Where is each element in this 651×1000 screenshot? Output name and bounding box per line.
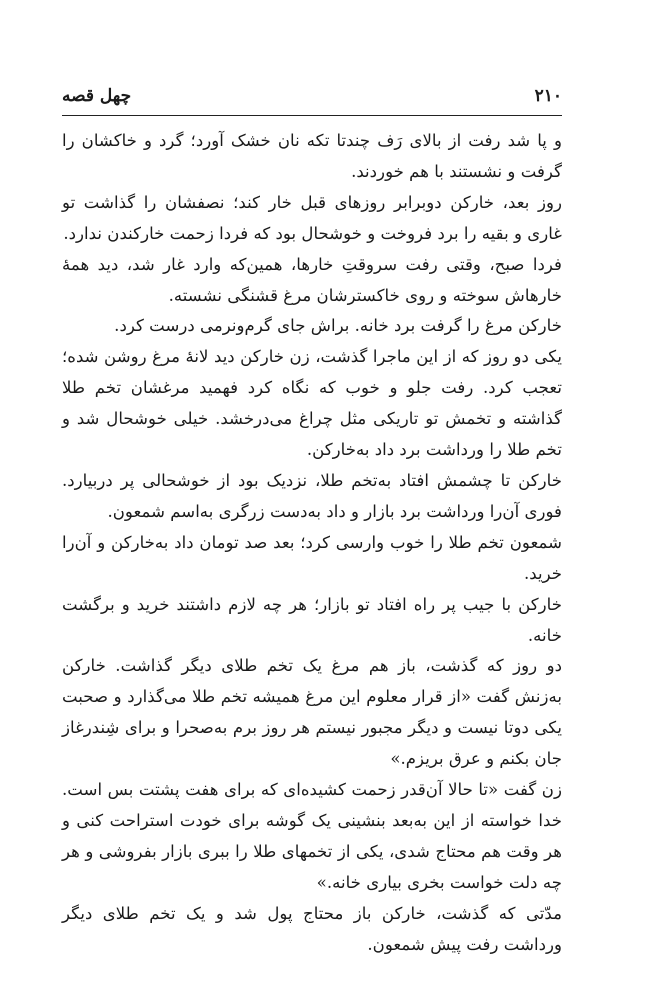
story-text bbox=[62, 126, 562, 960]
page-header bbox=[62, 86, 562, 112]
paragraph: خارکن با جیب پر راه افتاد تو بازار؛ هر چه لازم داشتند خرید و برگشت خانه. bbox=[62, 594, 562, 645]
paragraph: خارکن تا چشمش افتاد به‌تخم طلا، نزدیک بود از خوشحالی پر دربیارد. فوری آن‌را ورداشت برد بازار و داد به‌دست زرگری به‌اسم شمعون. bbox=[62, 470, 562, 521]
paragraph: یکی دو روز که از این ماجرا گذشت، زن خارکن دید لانهٔ مرغ روشن شده؛ تعجب کرد. رفت جلو و خوب که نگاه کرد فهمید مرغشان تخم طلا گذاشته و تخمش تو تاریکی مثل چراغ می‌درخشد. خیلی خوشحال شد و تخم طلا را ورداشت برد داد به‌خارکن. bbox=[62, 347, 562, 460]
paragraph: روز بعد، خارکن دوبرابر روزهای قبل خار کند؛ نصفشان را گذاشت تو غاری و بقیه را برد فروخت و خوشحال بود که فردا زحمت خارکندن ندارد. bbox=[62, 192, 562, 243]
paragraph: دو روز که گذشت، باز هم مرغ یک تخم طلای دیگر گذاشت. خارکن به‌زنش گفت «از قرار معلوم این مرغ همیشه تخم طلا می‌گذارد و صحبت یکی دوتا نیست و دیگر مجبور نیستم هر روز برم به‌صحرا و برای شِندرغاز جان بکنم و عرق بریزم.» bbox=[62, 656, 562, 769]
header-divider bbox=[62, 115, 562, 116]
page-number: ۲۱۰ bbox=[534, 86, 562, 106]
paragraph: شمعون تخم طلا را خوب وارسی کرد؛ بعد صد تومان داد به‌خارکن و آن‌را خرید. bbox=[62, 532, 562, 583]
running-title: چهل قصه bbox=[62, 86, 132, 106]
paragraph: مدّتی که گذشت، خارکن باز محتاج پول شد و یک تخم طلای دیگر ورداشت رفت پیش شمعون. bbox=[62, 903, 562, 954]
paragraph: و پا شد رفت از بالای رَف چندتا تکه نان خشک آورد؛ گرد و خاکشان را گرفت و نشستند با هم خوردند. bbox=[62, 131, 562, 181]
paragraph: فردا صبح، وقتی رفت سروقتِ خارها، همین‌که وارد غار شد، دید همهٔ خارهاش سوخته و روی خاکسترشان مرغ قشنگی نشسته. bbox=[62, 254, 562, 305]
paragraph: زن گفت «تا حالا آن‌قدر زحمت کشیده‌ای که برای هفت پشتت بس است. خدا خواسته از این به‌بعد بنشینی یک گوشه برای خودت استراحت کنی و هر وقت هم محتاج شدی، یکی از تخمهای طلا را ببری بازار بفروشی و هر چه دلت خواست بخری بیاری خانه.» bbox=[62, 780, 562, 892]
paragraph: خارکن مرغ را گرفت برد خانه. براش جای گرم‌ونرمی درست کرد. bbox=[114, 316, 562, 336]
